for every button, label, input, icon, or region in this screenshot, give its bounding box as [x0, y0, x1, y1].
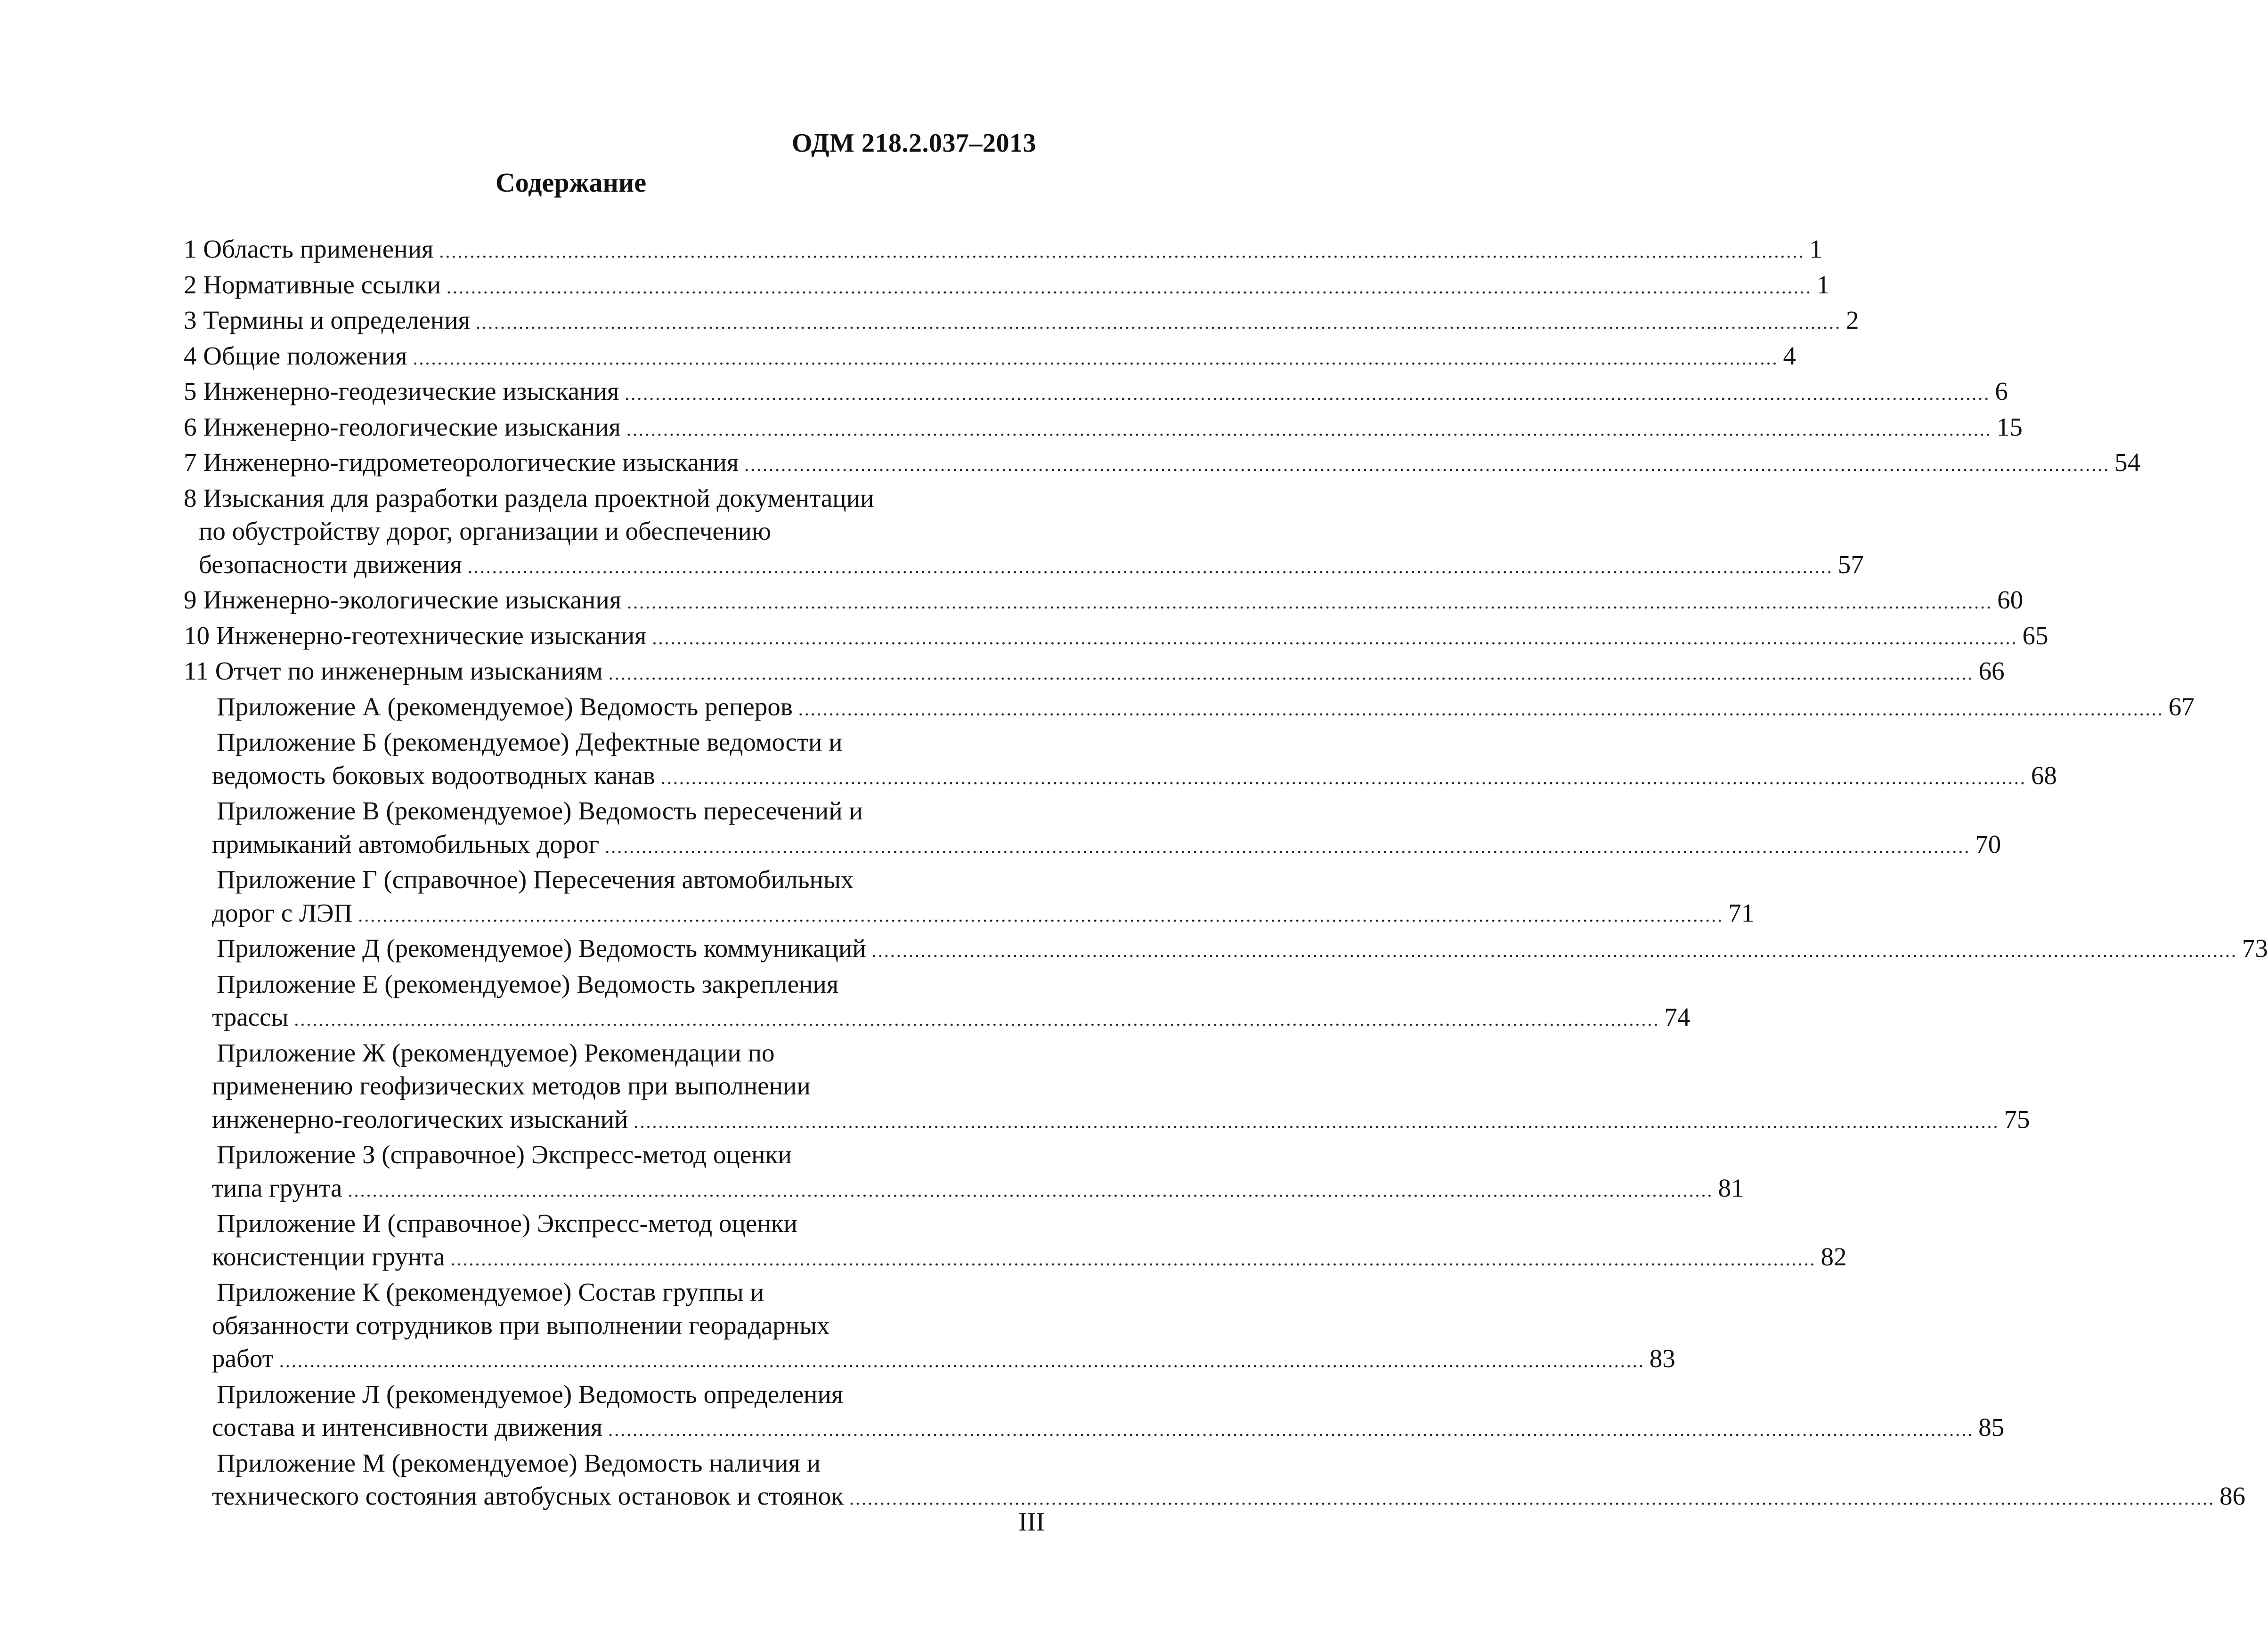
- toc-appendix-entry[interactable]: [184, 726, 2057, 794]
- toc-section-entry[interactable]: [184, 411, 2023, 446]
- toc-appendix-entry[interactable]: [184, 1276, 1675, 1378]
- toc-entry-text: трассы: [212, 1003, 289, 1031]
- toc-entry-text: примыканий автомобильных дорог: [212, 829, 600, 858]
- toc-section-entry[interactable]: [184, 233, 1822, 268]
- toc-page-number: 67: [2168, 692, 2195, 721]
- toc-entry-text: Приложение З (справочное) Экспресс-метод оценки: [217, 1140, 792, 1169]
- toc-appendix-entry[interactable]: [184, 968, 1691, 1037]
- toc-entry-text: Приложение Е (рекомендуемое) Ведомость закрепления: [217, 969, 839, 998]
- toc-appendix-entry[interactable]: [184, 932, 2268, 968]
- dot-leader: [279, 1350, 1645, 1371]
- toc-entry-text: 4 Общие положения: [184, 341, 407, 370]
- toc-entry-text: 5 Инженерно-геодезические изыскания: [184, 377, 619, 405]
- toc-appendix-entry[interactable]: [184, 1138, 1744, 1207]
- toc-page-number: 54: [2114, 448, 2141, 477]
- toc-appendix-entry[interactable]: [184, 794, 2001, 863]
- page-number: III: [1018, 1507, 1045, 1537]
- dot-leader: [608, 1419, 1974, 1440]
- toc-page-number: 66: [1978, 656, 2005, 685]
- dot-leader: [798, 698, 2164, 720]
- document-code: ОДМ 218.2.037–2013: [791, 129, 1036, 158]
- toc-appendix-entry[interactable]: [184, 1207, 1847, 1276]
- toc-section-entry[interactable]: [184, 304, 1859, 340]
- toc-section-entry[interactable]: [184, 340, 1797, 375]
- dot-leader: [626, 419, 1992, 440]
- dot-leader: [447, 276, 1812, 298]
- toc-entry-text: технического состояния автобусных остановок и стоянок: [212, 1482, 844, 1510]
- toc-entry-text: 3 Термины и определения: [184, 306, 470, 334]
- toc-section-entry[interactable]: [184, 655, 2005, 690]
- toc-section-entry[interactable]: [184, 583, 2024, 619]
- dot-leader: [348, 1180, 1713, 1201]
- toc-entry-text: 9 Инженерно-экологические изыскания: [184, 585, 622, 614]
- toc-page-number: 81: [1718, 1173, 1744, 1202]
- toc-entry-text: 6 Инженерно-геологические изыскания: [184, 412, 621, 441]
- toc-entry-text: Приложение Б (рекомендуемое) Дефектные ведомости и: [217, 728, 843, 756]
- toc-page-number: 6: [1995, 377, 2008, 405]
- toc-entry-text: консистенции грунта: [212, 1242, 445, 1271]
- dot-leader: [450, 1248, 1816, 1270]
- toc-entry-text: Приложение К (рекомендуемое) Состав группы и: [217, 1278, 764, 1306]
- toc-entry-text: 10 Инженерно-геотехнические изыскания: [184, 621, 647, 650]
- toc-entry-text: работ: [212, 1344, 274, 1373]
- toc-entry-text: Приложение И (справочное) Экспресс-метод оценки: [217, 1209, 797, 1238]
- toc-appendix-entry[interactable]: [184, 690, 2195, 726]
- toc-page-number: 2: [1845, 306, 1859, 334]
- page-title: Содержание: [495, 167, 647, 198]
- toc-entry-text: по обустройству дорог, организации и обеспечению: [199, 517, 771, 545]
- dot-leader: [476, 312, 1841, 333]
- toc-section-entry[interactable]: [184, 619, 2049, 655]
- toc-entry-text: 1 Область применения: [184, 235, 434, 263]
- toc-page-number: 57: [1837, 550, 1864, 579]
- toc-page-number: 1: [1809, 235, 1822, 263]
- toc-entry-text: 8 Изыскания для разработки раздела проектной документации: [184, 483, 874, 512]
- toc-entry-text: 2 Нормативные ссылки: [184, 270, 441, 299]
- toc-page-number: 73: [2242, 934, 2268, 963]
- toc-entry-text: 7 Инженерно-гидрометеорологические изыскания: [184, 448, 739, 477]
- toc-page-number: 65: [2022, 621, 2049, 650]
- toc-entry-text: типа грунта: [212, 1173, 342, 1202]
- toc-entry-text: безопасности движения: [199, 550, 462, 579]
- toc-section-entry[interactable]: [184, 482, 1864, 584]
- toc-appendix-entry[interactable]: [184, 1037, 2030, 1139]
- toc-appendix-entry[interactable]: [184, 863, 1755, 932]
- dot-leader: [294, 1009, 1659, 1030]
- dot-leader: [605, 836, 1970, 857]
- toc-entry-text: состава и интенсивности движения: [212, 1413, 603, 1441]
- dot-leader: [634, 1111, 2000, 1132]
- dot-leader: [413, 348, 1779, 369]
- dot-leader: [652, 627, 2017, 648]
- toc-entry-text: Приложение Ж (рекомендуемое) Рекомендации по: [217, 1038, 775, 1067]
- toc-page-number: 1: [1816, 270, 1830, 299]
- toc-entry-text: Приложение М (рекомендуемое) Ведомость наличия и: [217, 1448, 821, 1477]
- toc-page-number: 71: [1728, 898, 1755, 927]
- dot-leader: [358, 905, 1723, 926]
- toc-page-number: 75: [2004, 1104, 2030, 1134]
- toc-page-number: 15: [1996, 412, 2023, 441]
- toc-page-number: 60: [1997, 585, 2024, 614]
- dot-leader: [439, 241, 1805, 262]
- toc-entry-text: 11 Отчет по инженерным изысканиям: [184, 656, 603, 685]
- toc-appendix-entry[interactable]: [184, 1378, 2005, 1447]
- toc-entry-text: ведомость боковых водоотводных канав: [212, 761, 655, 790]
- dot-leader: [625, 383, 1990, 404]
- dot-leader: [609, 663, 1974, 684]
- toc-page-number: 83: [1649, 1344, 1675, 1373]
- toc-entry-text: Приложение Г (справочное) Пересечения автомобильных: [217, 865, 854, 894]
- toc-page-number: 85: [1978, 1413, 2005, 1441]
- toc-entry-text: применению геофизических методов при выполнении: [212, 1071, 811, 1100]
- dot-leader: [627, 591, 1992, 613]
- toc-page-number: 86: [2219, 1482, 2245, 1510]
- dot-leader: [744, 454, 2110, 475]
- toc-appendix-entry[interactable]: [184, 1447, 2245, 1515]
- toc-section-entry[interactable]: [184, 375, 2008, 411]
- toc-entry-text: дорог с ЛЭП: [212, 898, 353, 927]
- dot-leader: [872, 940, 2237, 961]
- toc-section-entry[interactable]: [184, 268, 1830, 304]
- toc-page-number: 4: [1783, 341, 1797, 370]
- table-of-contents: [184, 233, 2268, 1515]
- toc-entry-text: инженерно-геологических изысканий: [212, 1104, 628, 1134]
- toc-entry-text: обязанности сотрудников при выполнении георадарных: [212, 1311, 830, 1340]
- toc-entry-text: Приложение В (рекомендуемое) Ведомость пересечений и: [217, 796, 863, 825]
- toc-entry-text: Приложение Л (рекомендуемое) Ведомость определения: [217, 1379, 844, 1409]
- toc-page-number: 68: [2031, 761, 2057, 790]
- toc-section-entry[interactable]: [184, 446, 2141, 482]
- toc-entry-text: Приложение А (рекомендуемое) Ведомость реперов: [217, 692, 793, 721]
- toc-entry-text: Приложение Д (рекомендуемое) Ведомость коммуникаций: [217, 934, 866, 963]
- toc-page-number: 74: [1664, 1003, 1691, 1031]
- dot-leader: [661, 767, 2026, 788]
- dot-leader: [468, 556, 1833, 577]
- toc-page-number: 70: [1975, 829, 2001, 858]
- dot-leader: [849, 1488, 2215, 1509]
- toc-page-number: 82: [1821, 1242, 1847, 1271]
